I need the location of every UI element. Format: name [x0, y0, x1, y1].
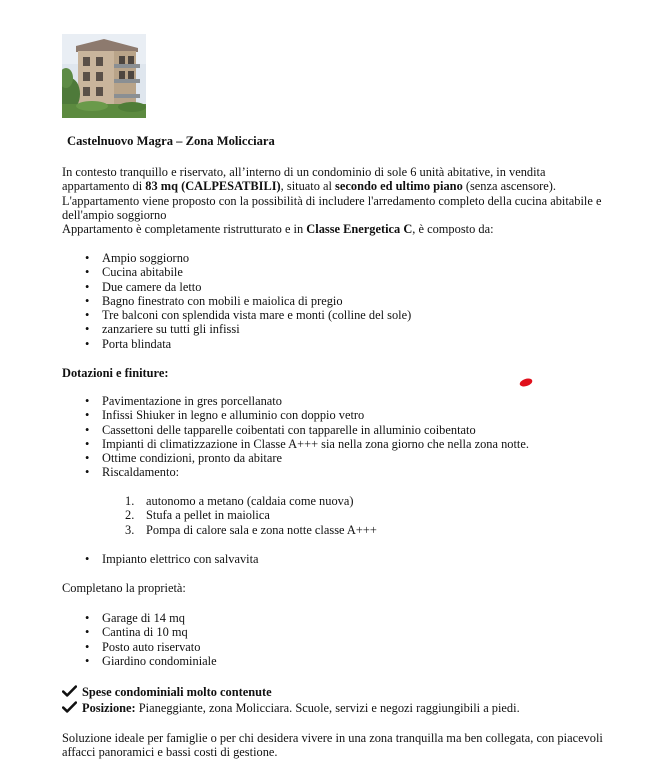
listing-title: Castelnuovo Magra – Zona Molicciara [67, 134, 275, 148]
list-number: 3. [125, 522, 135, 537]
list-item: • Giardino condominiale [102, 654, 217, 668]
list-item: 2. Stufa a pellet in maiolica [125, 508, 270, 523]
list-number: 2. [125, 508, 135, 523]
position-highlight: Posizione: Pianeggiante, zona Molicciara. Scuole, servizi e negozi raggiungibili a piedi. [62, 701, 520, 715]
electrical-list [102, 552, 259, 566]
list-item: • Cucina abitabile [102, 265, 411, 279]
list-item: • Cantina di 10 mq [102, 625, 217, 639]
building-photo [62, 34, 146, 118]
heating-list [125, 494, 377, 537]
list-item: • Cassettoni delle tapparelle coibentati con tapparelle in alluminio coibentato [102, 423, 529, 437]
rooms-list [102, 251, 411, 351]
list-item: • Impianti di climatizzazione in Classe A+++ sia nella zona giorno che nella zona notte. [102, 437, 529, 451]
list-item: • Riscaldamento: [102, 465, 529, 479]
list-item: • Impianto elettrico con salvavita [102, 552, 259, 566]
list-item: • Pavimentazione in gres porcellanato [102, 394, 529, 408]
list-item: • Due camere da letto [102, 280, 411, 294]
features-heading: Dotazioni e finiture: [62, 366, 169, 380]
intro-paragraph: In contesto tranquillo e riservato, all’interno di un condominio di sole 6 unità abitative, in vendita appartamento di 83 mq (CALPESATBILI), situato al secondo ed ultimo piano (senza ascensore). L'appartamento viene proposto con la possibilità di includere l'arredamento completo della cucina abitabile e dell'ampio soggiorno [62, 165, 602, 223]
red-marker-dot [519, 378, 533, 387]
list-item: • Infissi Shiuker in legno e alluminio con doppio vetro [102, 408, 529, 422]
fees-highlight: Spese condominiali molto contenute [62, 685, 272, 699]
closing-paragraph: Soluzione ideale per famiglie o per chi desidera vivere in una zona tranquilla ma ben collegata, con piacevoli affacci panoramici e bassi costi di gestione. [62, 731, 603, 760]
list-item: 1. autonomo a metano (caldaia come nuova) [125, 494, 354, 508]
list-item: • zanzariere su tutti gli infissi [102, 322, 411, 336]
list-item: • Posto auto riservato [102, 640, 217, 654]
list-item: • Porta blindata [102, 337, 411, 351]
features-list [102, 394, 529, 480]
list-item: • Ampio soggiorno [102, 251, 411, 265]
checkmark-icon [62, 701, 77, 713]
list-item: • Ottime condizioni, pronto da abitare [102, 451, 529, 465]
list-item: • Tre balconi con splendida vista mare e monti (colline del sole) [102, 308, 411, 322]
list-item: • Bagno finestrato con mobili e maiolica di pregio [102, 294, 411, 308]
list-item: • Garage di 14 mq [102, 611, 217, 625]
composition-paragraph: Appartamento è completamente ristrutturato e in Classe Energetica C, è composto da: [62, 222, 494, 236]
checkmark-icon [62, 685, 77, 697]
completion-intro: Completano la proprietà: [62, 581, 186, 595]
property-list [102, 611, 217, 668]
list-item: 3. Pompa di calore sala e zona notte classe A+++ [125, 522, 377, 537]
list-number: 1. [125, 494, 135, 508]
